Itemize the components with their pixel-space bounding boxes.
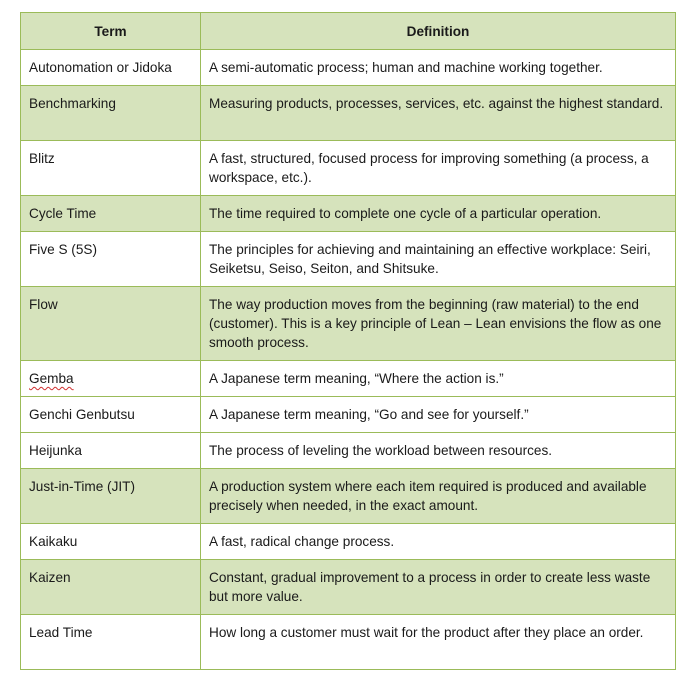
definition-cell: Constant, gradual improvement to a process in order to create less waste but more value.: [201, 560, 676, 615]
table-row: [21, 469, 676, 524]
table-row: [21, 232, 676, 287]
definition-cell: How long a customer must wait for the product after they place an order.: [201, 615, 676, 670]
definition-cell: The process of leveling the workload between resources.: [201, 433, 676, 469]
definition-cell: A semi-automatic process; human and machine working together.: [201, 50, 676, 86]
table-header-row: [21, 13, 676, 50]
glossary-table: [20, 12, 676, 670]
table-row: [21, 86, 676, 141]
definition-cell: A production system where each item required is produced and available precisely when needed, in the exact amount.: [201, 469, 676, 524]
table-row: [21, 361, 676, 397]
definition-cell: The way production moves from the beginning (raw material) to the end (customer). This is a key principle of Lean – Lean envisions the flow as one smooth process.: [201, 287, 676, 361]
spellcheck-underlined-term: Gemba: [29, 371, 74, 386]
definition-cell: Measuring products, processes, services, etc. against the highest standard.: [201, 86, 676, 141]
table-row: [21, 615, 676, 670]
definition-cell: A fast, radical change process.: [201, 524, 676, 560]
definition-column-header: Definition: [201, 13, 676, 50]
definition-cell: A fast, structured, focused process for improving something (a process, a workspace, etc.).: [201, 141, 676, 196]
table-row: [21, 433, 676, 469]
term-cell: Blitz: [21, 141, 201, 196]
table-row: [21, 560, 676, 615]
table-row: [21, 524, 676, 560]
term-cell: Just-in-Time (JIT): [21, 469, 201, 524]
definition-cell: A Japanese term meaning, “Where the action is.”: [201, 361, 676, 397]
definition-cell: The time required to complete one cycle of a particular operation.: [201, 196, 676, 232]
table-row: [21, 287, 676, 361]
table-row: [21, 196, 676, 232]
table-row: [21, 141, 676, 196]
term-cell: Heijunka: [21, 433, 201, 469]
term-cell: Five S (5S): [21, 232, 201, 287]
definition-cell: The principles for achieving and maintaining an effective workplace: Seiri, Seiketsu, Seiso, Seiton, and Shitsuke.: [201, 232, 676, 287]
term-cell: Kaikaku: [21, 524, 201, 560]
term-cell: Cycle Time: [21, 196, 201, 232]
term-cell: Kaizen: [21, 560, 201, 615]
term-cell: Benchmarking: [21, 86, 201, 141]
term-cell: Autonomation or Jidoka: [21, 50, 201, 86]
term-column-header: Term: [21, 13, 201, 50]
term-cell: [21, 361, 201, 397]
table-row: [21, 50, 676, 86]
definition-cell: A Japanese term meaning, “Go and see for yourself.”: [201, 397, 676, 433]
term-cell: Lead Time: [21, 615, 201, 670]
table-row: [21, 397, 676, 433]
term-cell: Flow: [21, 287, 201, 361]
term-cell: Genchi Genbutsu: [21, 397, 201, 433]
